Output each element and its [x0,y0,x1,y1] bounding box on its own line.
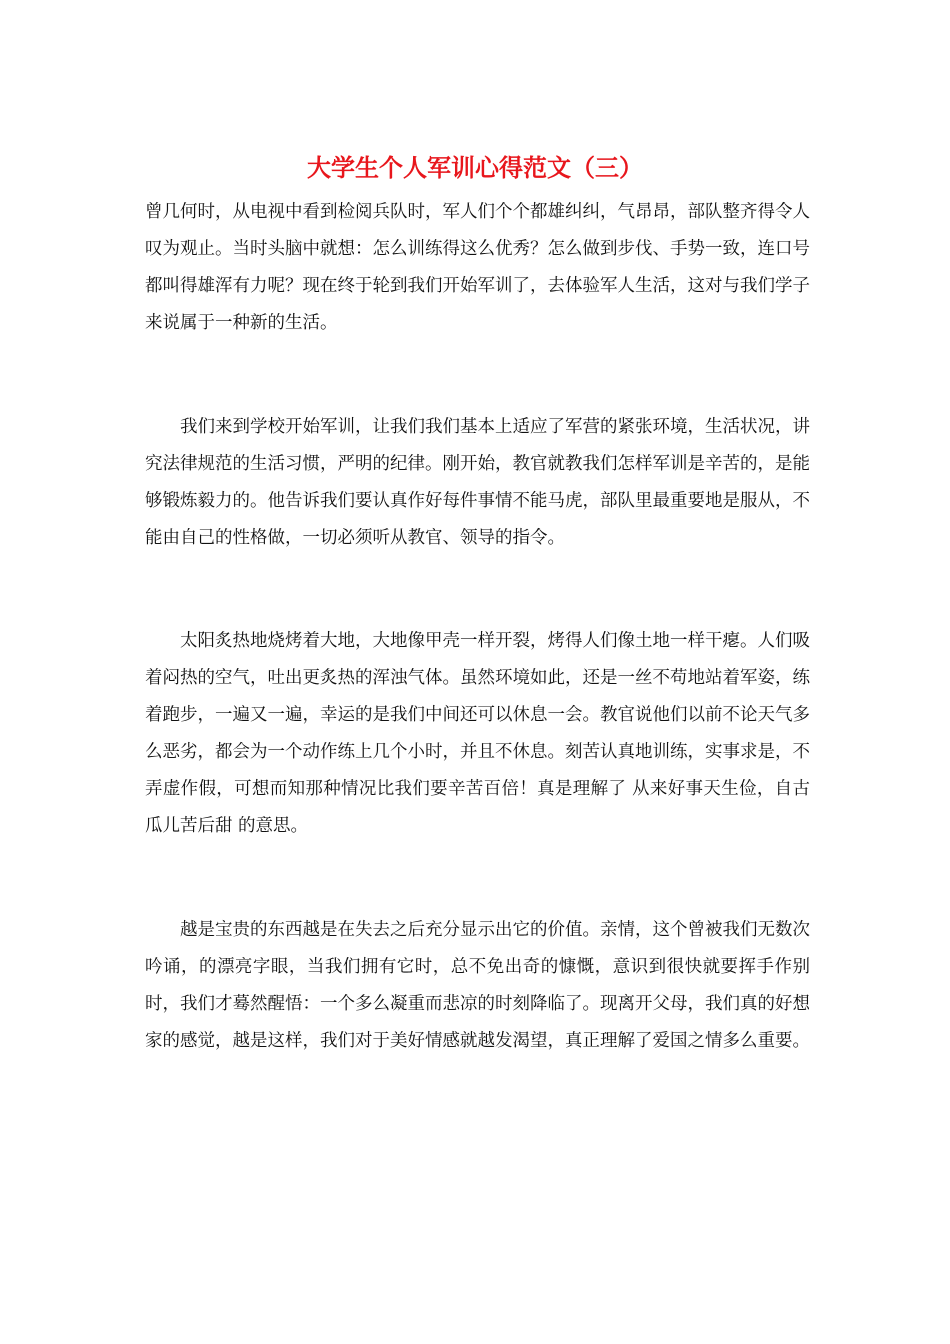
document-title: 大学生个人军训心得范文（三） [307,153,643,182]
paragraph-2: 我们来到学校开始军训，让我们我们基本上适应了军营的紧张环境，生活状况，讲究法律规范的生活习惯，严明的纪律。刚开始，教官就教我们怎样军训是辛苦的，是能够锻炼毅力的。他告诉我们要认真作好每件事情不能马虎，部队里最重要地是服从，不能由自己的性格做，一切必须听从教官、领导的指令。 [145,417,810,548]
paragraph-4: 越是宝贵的东西越是在失去之后充分显示出它的价值。亲情，这个曾被我们无数次吟诵，的漂亮字眼，当我们拥有它时，总不免出奇的慷慨，意识到很快就要挥手作别时，我们才蓦然醒悟：一个多么凝重而悲凉的时刻降临了。现离开父母，我们真的好想家的感觉，越是这样，我们对于美好情感就越发渴望，真正理解了爱国之情多么重要。 [145,920,810,1051]
paragraph-3: 太阳炙热地烧烤着大地，大地像甲壳一样开裂，烤得人们像土地一样干瘪。人们吸着闷热的空气，吐出更炙热的浑浊气体。虽然环境如此，还是一丝不苟地站着军姿，练着跑步，一遍又一遍，幸运的是我们中间还可以休息一会。教官说他们以前不论天气多么恶劣，都会为一个动作练上几个小时，并且不休息。刻苦认真地训练，实事求是，不弄虚作假，可想而知那种情况比我们要辛苦百倍！真是理解了 从来好事天生俭，自古瓜儿苦后甜 的意思。 [145,631,810,836]
paragraph-1: 曾几何时，从电视中看到检阅兵队时，军人们个个都雄纠纠，气昂昂，部队整齐得令人叹为观止。当时头脑中就想：怎么训练得这么优秀？怎么做到步伐、手势一致，连口号都叫得雄浑有力呢？现在终于轮到我们开始军训了，去体验军人生活，这对与我们学子来说属于一种新的生活。 [145,202,810,333]
